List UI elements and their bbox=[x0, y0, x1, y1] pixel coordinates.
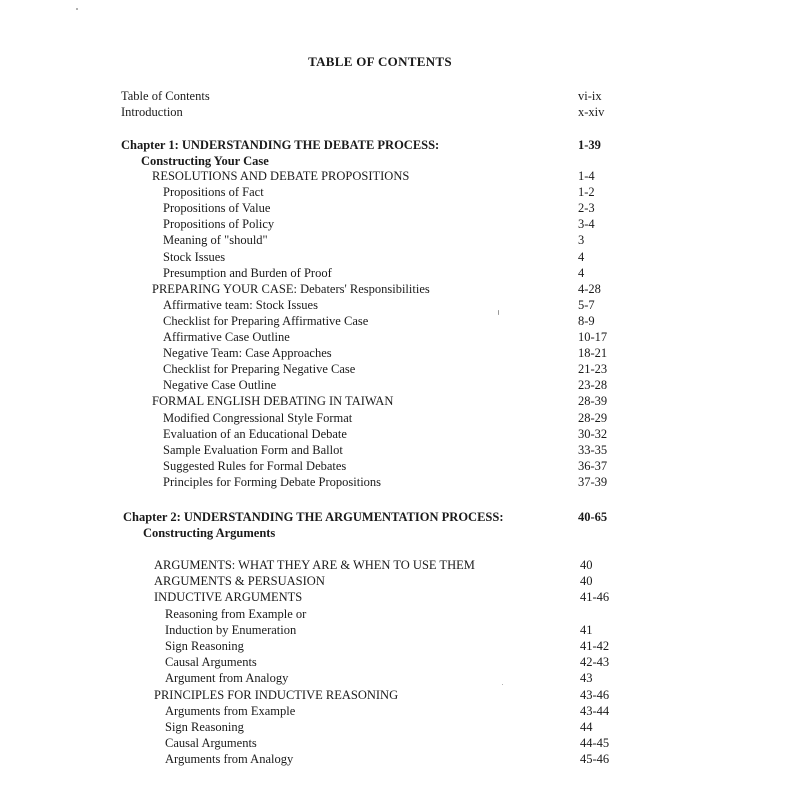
item-entry bbox=[163, 184, 760, 200]
entry-label: Presumption and Burden of Proof bbox=[163, 265, 332, 280]
item-entry bbox=[163, 329, 760, 345]
item-entry bbox=[163, 474, 760, 490]
entry-pages: 21-23 bbox=[578, 362, 608, 377]
entry-pages: 2-3 bbox=[578, 201, 595, 216]
entry-pages: 4 bbox=[578, 265, 585, 280]
entry-label: Arguments from Example bbox=[165, 703, 296, 718]
entry-pages: 43-46 bbox=[580, 687, 610, 702]
entry-label: Arguments from Analogy bbox=[165, 752, 294, 767]
entry-label: Reasoning from Example or bbox=[165, 606, 307, 621]
toc-entry-front bbox=[121, 104, 760, 120]
entry-pages: 33-35 bbox=[578, 442, 608, 457]
entry-label: Chapter 1: UNDERSTANDING THE DEBATE PROCESS: bbox=[121, 138, 440, 152]
entry-label: Checklist for Preparing Negative Case bbox=[163, 362, 356, 377]
chapter-2-subheading bbox=[143, 525, 760, 541]
entry-label: Propositions of Policy bbox=[163, 217, 275, 232]
entry-label: ARGUMENTS & PERSUASION bbox=[154, 574, 325, 589]
entry-pages: 36-37 bbox=[578, 458, 608, 473]
entry-pages: 42-43 bbox=[580, 655, 610, 670]
entry-label: PRINCIPLES FOR INDUCTIVE REASONING bbox=[154, 687, 399, 702]
entry-pages: 37-39 bbox=[578, 474, 608, 489]
entry-label: INDUCTIVE ARGUMENTS bbox=[154, 590, 303, 605]
entry-pages: 30-32 bbox=[578, 426, 608, 441]
chapter-1-subheading bbox=[141, 153, 760, 169]
item-entry bbox=[163, 216, 760, 232]
item-entry bbox=[163, 410, 760, 426]
item-entry bbox=[163, 297, 760, 313]
entry-label: Meaning of "should" bbox=[163, 233, 268, 248]
item-entry bbox=[163, 200, 760, 216]
entry-pages: 4 bbox=[578, 249, 585, 264]
item-entry bbox=[163, 361, 760, 377]
entry-label: Constructing Arguments bbox=[143, 526, 276, 540]
entry-label: Affirmative team: Stock Issues bbox=[163, 297, 318, 312]
entry-label: Checklist for Preparing Affirmative Case bbox=[163, 313, 369, 328]
scan-speck bbox=[76, 8, 78, 10]
entry-label: RESOLUTIONS AND DEBATE PROPOSITIONS bbox=[152, 169, 410, 183]
item-entry bbox=[163, 442, 760, 458]
item-entry bbox=[165, 638, 760, 654]
entry-pages: 40-65 bbox=[578, 510, 608, 524]
scan-speck bbox=[498, 310, 499, 315]
item-entry bbox=[163, 458, 760, 474]
section-entry bbox=[154, 589, 760, 605]
entry-label: Sign Reasoning bbox=[165, 639, 244, 653]
page-title: TABLE OF CONTENTS bbox=[308, 54, 452, 69]
item-entry bbox=[163, 426, 760, 442]
item-entry bbox=[165, 670, 760, 686]
entry-pages: 1-4 bbox=[578, 169, 595, 183]
entry-label: Induction by Enumeration bbox=[165, 622, 297, 637]
entry-label: Sign Reasoning bbox=[165, 720, 244, 734]
entry-label: ARGUMENTS: WHAT THEY ARE & WHEN TO USE THEM bbox=[154, 558, 475, 572]
entry-label: Evaluation of an Educational Debate bbox=[163, 426, 347, 441]
chapter-2-heading bbox=[123, 509, 760, 525]
item-entry bbox=[163, 313, 760, 329]
section-entry bbox=[154, 687, 760, 703]
entry-label: Causal Arguments bbox=[165, 736, 257, 751]
item-entry bbox=[165, 622, 760, 638]
entry-pages: 18-21 bbox=[578, 346, 608, 361]
entry-pages: 40 bbox=[580, 558, 593, 572]
item-entry bbox=[163, 265, 760, 281]
toc-entry-front bbox=[121, 88, 760, 104]
entry-pages: 40 bbox=[580, 574, 593, 589]
section-entry bbox=[152, 393, 760, 409]
entry-label: PREPARING YOUR CASE: Debaters' Responsibilities bbox=[152, 281, 430, 296]
item-entry bbox=[163, 232, 760, 248]
item-entry bbox=[165, 703, 760, 719]
entry-label: Suggested Rules for Formal Debates bbox=[163, 458, 347, 473]
item-entry bbox=[165, 735, 760, 751]
entry-label: Argument from Analogy bbox=[165, 671, 289, 686]
section-entry bbox=[154, 557, 760, 573]
entry-pages: 3 bbox=[578, 233, 585, 248]
entry-label: Constructing Your Case bbox=[141, 154, 269, 168]
item-entry bbox=[165, 719, 760, 735]
item-entry bbox=[163, 345, 760, 361]
entry-pages: 4-28 bbox=[578, 281, 601, 296]
chapter-1-heading bbox=[121, 137, 760, 153]
entry-pages: 23-28 bbox=[578, 378, 608, 393]
item-entry bbox=[165, 751, 760, 767]
item-entry bbox=[165, 654, 760, 670]
entry-pages: 28-29 bbox=[578, 410, 608, 425]
entry-label: Causal Arguments bbox=[165, 655, 257, 670]
entry-label: Introduction bbox=[121, 105, 183, 119]
entry-pages: 44 bbox=[580, 720, 593, 734]
entry-label: Propositions of Value bbox=[163, 201, 271, 216]
entry-label: Modified Congressional Style Format bbox=[163, 410, 353, 425]
item-entry bbox=[165, 606, 760, 622]
entry-pages: 43 bbox=[580, 671, 593, 686]
entry-pages: 41-42 bbox=[580, 639, 610, 653]
entry-label: Propositions of Fact bbox=[163, 185, 264, 200]
entry-pages: 1-2 bbox=[578, 185, 595, 200]
entry-label: FORMAL ENGLISH DEBATING IN TAIWAN bbox=[152, 394, 394, 409]
entry-pages: 43-44 bbox=[580, 703, 610, 718]
section-entry bbox=[152, 168, 760, 184]
entry-label: Stock Issues bbox=[163, 249, 226, 264]
entry-pages: x-xiv bbox=[578, 105, 605, 119]
entry-pages: 44-45 bbox=[580, 736, 610, 751]
entry-label: Chapter 2: UNDERSTANDING THE ARGUMENTATION PROCESS: bbox=[123, 510, 504, 524]
entry-label: Negative Team: Case Approaches bbox=[163, 346, 332, 361]
entry-label: Table of Contents bbox=[121, 89, 210, 103]
entry-label: Principles for Forming Debate Propositions bbox=[163, 474, 382, 489]
section-entry bbox=[152, 281, 760, 297]
entry-pages: 45-46 bbox=[580, 752, 610, 767]
item-entry bbox=[163, 377, 760, 393]
entry-pages: 41 bbox=[580, 622, 593, 637]
scan-speck bbox=[502, 684, 503, 685]
entry-label: Negative Case Outline bbox=[163, 378, 277, 393]
entry-pages: vi-ix bbox=[578, 89, 602, 103]
entry-pages: 1-39 bbox=[578, 138, 601, 152]
item-entry bbox=[163, 249, 760, 265]
entry-pages: 8-9 bbox=[578, 313, 595, 328]
entry-label: Sample Evaluation Form and Ballot bbox=[163, 442, 343, 457]
entry-pages: 5-7 bbox=[578, 297, 595, 312]
section-entry bbox=[154, 573, 760, 589]
entry-pages: 3-4 bbox=[578, 217, 595, 232]
entry-label: Affirmative Case Outline bbox=[163, 330, 290, 344]
entry-pages: 41-46 bbox=[580, 590, 610, 605]
entry-pages: 28-39 bbox=[578, 394, 608, 409]
entry-pages: 10-17 bbox=[578, 330, 608, 344]
